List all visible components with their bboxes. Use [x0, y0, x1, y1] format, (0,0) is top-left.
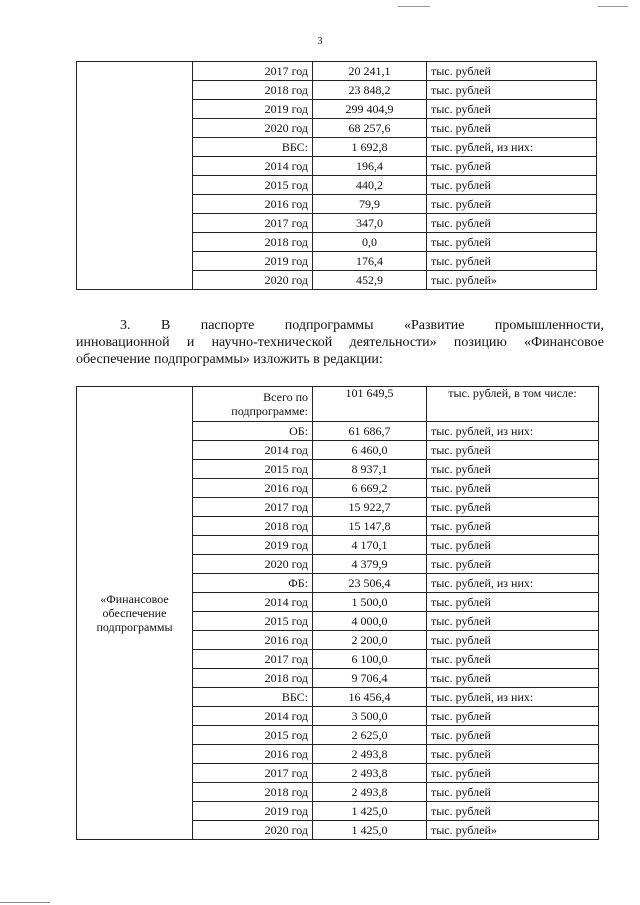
section-label: «Финансовое обеспечение подпрограммы [96, 592, 173, 634]
row-value: 2 625,0 [313, 726, 427, 745]
row-label: 2015 год [193, 176, 313, 195]
row-unit: тыс. рублей» [427, 821, 599, 840]
total-value: 101 649,5 [313, 387, 427, 422]
blank-section-cell [77, 62, 193, 290]
row-label: ФБ: [193, 574, 313, 593]
row-value: 1 425,0 [313, 821, 427, 840]
row-value: 6 669,2 [313, 479, 427, 498]
row-value: 176,4 [313, 252, 427, 271]
row-unit: тыс. рублей [427, 214, 597, 233]
row-unit: тыс. рублей [427, 81, 597, 100]
row-value: 2 200,0 [313, 631, 427, 650]
row-unit: тыс. рублей [427, 119, 597, 138]
row-value: 1 425,0 [313, 802, 427, 821]
row-value: 23 848,2 [313, 81, 427, 100]
row-label: 2014 год [193, 441, 313, 460]
row-value: 6 460,0 [313, 441, 427, 460]
row-unit: тыс. рублей [427, 783, 599, 802]
table-row-total [77, 387, 599, 422]
row-value: 347,0 [313, 214, 427, 233]
row-unit: тыс. рублей [427, 707, 599, 726]
row-label: 2020 год [193, 119, 313, 138]
row-value: 2 493,8 [313, 745, 427, 764]
row-unit: тыс. рублей [427, 726, 599, 745]
row-label: 2017 год [193, 498, 313, 517]
row-label: 2018 год [193, 517, 313, 536]
row-value: 6 100,0 [313, 650, 427, 669]
row-value: 20 241,1 [313, 62, 427, 81]
row-label: 2015 год [193, 726, 313, 745]
total-unit: тыс. рублей, в том числе: [427, 387, 599, 422]
row-label: 2014 год [193, 707, 313, 726]
paragraph-line-2: инновационной и научно-технической деятельности» позицию «Финансовое [76, 335, 604, 350]
row-unit: тыс. рублей [427, 802, 599, 821]
row-value: 1 692,8 [313, 138, 427, 157]
row-label: 2020 год [193, 821, 313, 840]
row-value: 15 922,7 [313, 498, 427, 517]
row-unit: тыс. рублей [427, 517, 599, 536]
row-label: 2019 год [193, 802, 313, 821]
row-label: 2016 год [193, 631, 313, 650]
row-label: ВБС: [193, 688, 313, 707]
row-unit: тыс. рублей [427, 555, 599, 574]
row-unit: тыс. рублей, из них: [427, 688, 599, 707]
row-label: 2016 год [193, 195, 313, 214]
row-value: 3 500,0 [313, 707, 427, 726]
paragraph-line-3: обеспечение подпрограммы» изложить в редакции: [76, 352, 383, 367]
row-value: 8 937,1 [313, 460, 427, 479]
row-value: 61 686,7 [313, 422, 427, 441]
top-scan-mark-2 [598, 6, 628, 7]
row-unit: тыс. рублей, из них: [427, 574, 599, 593]
row-unit: тыс. рублей [427, 252, 597, 271]
row-label: 2018 год [193, 669, 313, 688]
row-value: 16 456,4 [313, 688, 427, 707]
row-label: ОБ: [193, 422, 313, 441]
row-unit: тыс. рублей [427, 745, 599, 764]
amendment-paragraph [76, 317, 604, 368]
row-unit: тыс. рублей, из них: [427, 138, 597, 157]
row-unit: тыс. рублей [427, 479, 599, 498]
row-value: 4 170,1 [313, 536, 427, 555]
row-label: 2020 год [193, 555, 313, 574]
row-value: 299 404,9 [313, 100, 427, 119]
row-unit: тыс. рублей» [427, 271, 597, 290]
table-row [77, 62, 597, 81]
row-label: 2017 год [193, 214, 313, 233]
financing-table-new [76, 386, 599, 840]
row-unit: тыс. рублей [427, 100, 597, 119]
row-label: 2017 год [193, 650, 313, 669]
row-unit: тыс. рублей [427, 195, 597, 214]
row-unit: тыс. рублей [427, 593, 599, 612]
row-label: 2017 год [193, 62, 313, 81]
row-label: 2018 год [193, 783, 313, 802]
row-label: 2014 год [193, 157, 313, 176]
row-label: 2017 год [193, 764, 313, 783]
row-unit: тыс. рублей [427, 460, 599, 479]
row-value: 2 493,8 [313, 764, 427, 783]
row-label: 2018 год [193, 81, 313, 100]
row-value: 9 706,4 [313, 669, 427, 688]
row-label: 2019 год [193, 536, 313, 555]
bottom-scan-mark [0, 902, 50, 903]
row-label: 2015 год [193, 460, 313, 479]
row-unit: тыс. рублей [427, 612, 599, 631]
row-unit: тыс. рублей [427, 498, 599, 517]
row-label: 2019 год [193, 252, 313, 271]
section-label-cell [77, 387, 193, 840]
row-unit: тыс. рублей [427, 650, 599, 669]
financing-table-continued [76, 61, 597, 290]
page-number: 3 [317, 36, 323, 47]
row-unit: тыс. рублей [427, 157, 597, 176]
row-label: 2018 год [193, 233, 313, 252]
total-label: Всего по подпрограмме: [193, 387, 313, 422]
row-unit: тыс. рублей [427, 233, 597, 252]
row-value: 15 147,8 [313, 517, 427, 536]
row-value: 452,9 [313, 271, 427, 290]
top-scan-mark-1 [398, 6, 430, 7]
row-unit: тыс. рублей [427, 176, 597, 195]
row-label: 2015 год [193, 612, 313, 631]
row-value: 68 257,6 [313, 119, 427, 138]
row-value: 4 379,9 [313, 555, 427, 574]
row-unit: тыс. рублей [427, 764, 599, 783]
row-label: 2014 год [193, 593, 313, 612]
row-unit: тыс. рублей [427, 669, 599, 688]
row-value: 0,0 [313, 233, 427, 252]
row-unit: тыс. рублей [427, 441, 599, 460]
row-value: 79,9 [313, 195, 427, 214]
row-value: 440,2 [313, 176, 427, 195]
row-value: 2 493,8 [313, 783, 427, 802]
row-value: 23 506,4 [313, 574, 427, 593]
row-label: 2016 год [193, 745, 313, 764]
row-value: 1 500,0 [313, 593, 427, 612]
row-unit: тыс. рублей [427, 536, 599, 555]
row-label: ВБС: [193, 138, 313, 157]
paragraph-line-1: 3. В паспорте подпрограммы «Развитие промышленности, [120, 318, 604, 333]
row-unit: тыс. рублей [427, 62, 597, 81]
row-unit: тыс. рублей, из них: [427, 422, 599, 441]
row-value: 4 000,0 [313, 612, 427, 631]
row-value: 196,4 [313, 157, 427, 176]
row-label: 2016 год [193, 479, 313, 498]
row-label: 2020 год [193, 271, 313, 290]
row-label: 2019 год [193, 100, 313, 119]
row-unit: тыс. рублей [427, 631, 599, 650]
